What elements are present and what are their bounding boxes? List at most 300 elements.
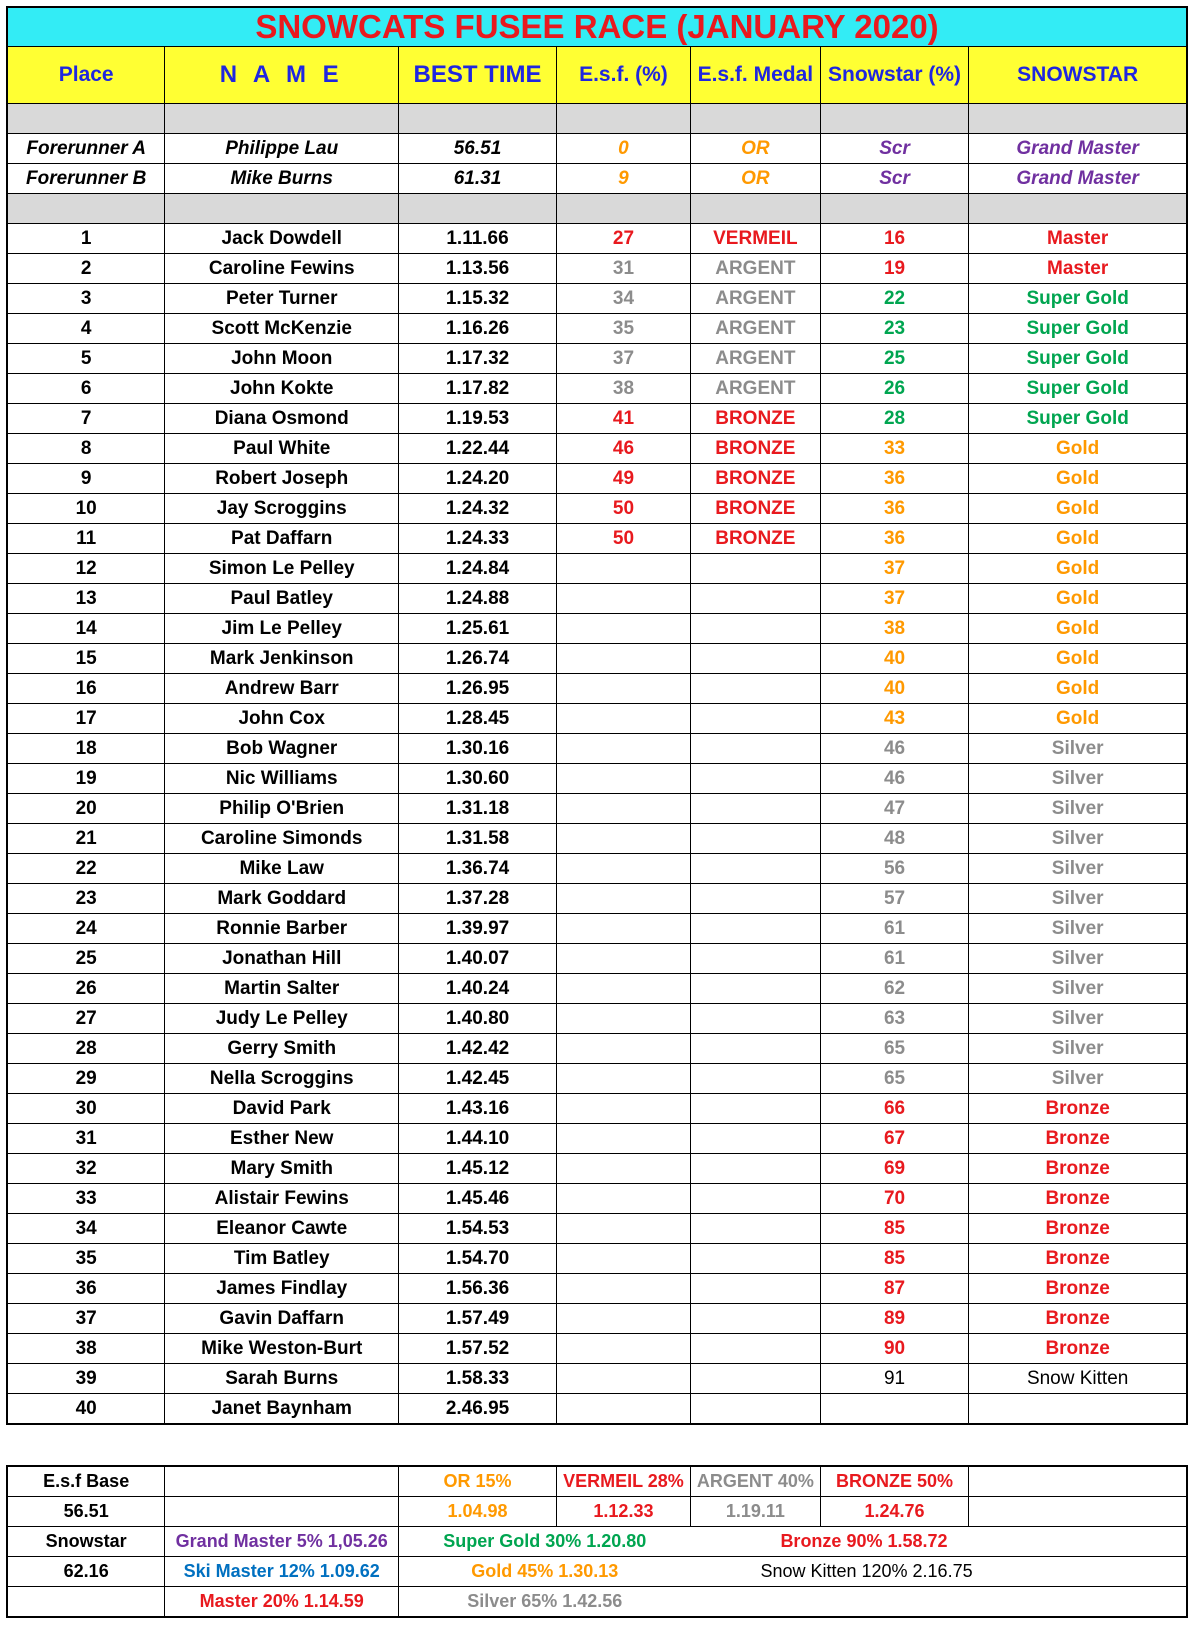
esf-level-vermeil: VERMEIL 28% xyxy=(556,1466,690,1497)
place-cell: 21 xyxy=(7,824,165,854)
esf-base-value: 56.51 xyxy=(7,1497,165,1527)
forerunner-star-pct: Scr xyxy=(820,134,969,164)
table-row xyxy=(7,1364,1187,1394)
snowstar-silver: Silver 65% 1.42.56 xyxy=(399,1587,691,1618)
esf-medal-cell xyxy=(690,974,820,1004)
page-title: SNOWCATS FUSEE RACE (JANUARY 2020) xyxy=(7,7,1187,47)
best-time-cell: 1.42.42 xyxy=(399,1034,557,1064)
table-row xyxy=(7,1124,1187,1154)
esf-pct-cell xyxy=(556,764,690,794)
table-row xyxy=(7,494,1187,524)
name-cell: Robert Joseph xyxy=(165,464,399,494)
table-row xyxy=(7,1004,1187,1034)
snowstar-cell: Silver xyxy=(969,854,1187,884)
snowstar-cell: Silver xyxy=(969,794,1187,824)
place-cell: 14 xyxy=(7,614,165,644)
place-cell: 18 xyxy=(7,734,165,764)
name-cell: Paul Batley xyxy=(165,584,399,614)
name-cell: Peter Turner xyxy=(165,284,399,314)
best-time-cell: 1.31.58 xyxy=(399,824,557,854)
esf-medal-cell xyxy=(690,764,820,794)
snowstar-pct-cell: 85 xyxy=(820,1244,969,1274)
snowstar-pct-cell: 67 xyxy=(820,1124,969,1154)
snowstar-ski-master: Ski Master 12% 1.09.62 xyxy=(165,1557,399,1587)
esf-medal-cell xyxy=(690,704,820,734)
table-row xyxy=(7,764,1187,794)
forerunner-time: 61.31 xyxy=(399,164,557,194)
table-row xyxy=(7,254,1187,284)
place-cell: 8 xyxy=(7,434,165,464)
place-cell: 5 xyxy=(7,344,165,374)
esf-pct-cell xyxy=(556,704,690,734)
forerunner-place: Forerunner B xyxy=(7,164,165,194)
place-cell: 33 xyxy=(7,1184,165,1214)
esf-medal-cell: BRONZE xyxy=(690,494,820,524)
snowstar-cell: Bronze xyxy=(969,1124,1187,1154)
best-time-cell: 1.40.24 xyxy=(399,974,557,1004)
esf-pct-cell xyxy=(556,554,690,584)
snowstar-pct-cell: 65 xyxy=(820,1064,969,1094)
table-row xyxy=(7,794,1187,824)
esf-pct-cell xyxy=(556,1304,690,1334)
snowstar-cell: Silver xyxy=(969,914,1187,944)
esf-pct-cell xyxy=(556,794,690,824)
esf-medal-cell xyxy=(690,854,820,884)
best-time-cell: 1.54.70 xyxy=(399,1244,557,1274)
esf-medal-cell: BRONZE xyxy=(690,464,820,494)
table-row xyxy=(7,614,1187,644)
name-cell: Martin Salter xyxy=(165,974,399,1004)
best-time-cell: 1.19.53 xyxy=(399,404,557,434)
table-row xyxy=(7,1094,1187,1124)
snowstar-cell: Gold xyxy=(969,524,1187,554)
esf-medal-cell xyxy=(690,614,820,644)
snowstar-cell: Silver xyxy=(969,1034,1187,1064)
esf-medal-cell: ARGENT xyxy=(690,254,820,284)
place-cell: 35 xyxy=(7,1244,165,1274)
esf-pct-cell xyxy=(556,674,690,704)
esf-pct-cell xyxy=(556,914,690,944)
name-cell: Mary Smith xyxy=(165,1154,399,1184)
place-cell: 25 xyxy=(7,944,165,974)
best-time-cell: 1.54.53 xyxy=(399,1214,557,1244)
snowstar-cell: Silver xyxy=(969,944,1187,974)
esf-level-or: OR 15% xyxy=(399,1466,557,1497)
esf-medal-cell xyxy=(690,1064,820,1094)
table-row xyxy=(7,344,1187,374)
snowstar-cell: Bronze xyxy=(969,1184,1187,1214)
col-header-esf-pct: E.s.f. (%) xyxy=(556,47,690,104)
forerunner-esf: 9 xyxy=(556,164,690,194)
best-time-cell: 1.30.60 xyxy=(399,764,557,794)
place-cell: 4 xyxy=(7,314,165,344)
snowstar-cell: Gold xyxy=(969,644,1187,674)
esf-medal-cell xyxy=(690,1394,820,1425)
best-time-cell: 1.43.16 xyxy=(399,1094,557,1124)
snowstar-cell: Super Gold xyxy=(969,284,1187,314)
snowstar-cell: Bronze xyxy=(969,1274,1187,1304)
place-cell: 32 xyxy=(7,1154,165,1184)
name-cell: Jonathan Hill xyxy=(165,944,399,974)
snowstar-pct-cell: 40 xyxy=(820,644,969,674)
best-time-cell: 1.56.36 xyxy=(399,1274,557,1304)
name-cell: Janet Baynham xyxy=(165,1394,399,1425)
place-cell: 2 xyxy=(7,254,165,284)
forerunner-name: Mike Burns xyxy=(165,164,399,194)
best-time-cell: 1.25.61 xyxy=(399,614,557,644)
col-header-place: Place xyxy=(7,47,165,104)
best-time-cell: 1.24.32 xyxy=(399,494,557,524)
table-row xyxy=(7,1334,1187,1364)
forerunner-star: Grand Master xyxy=(969,134,1187,164)
table-row xyxy=(7,524,1187,554)
snowstar-pct-cell: 61 xyxy=(820,914,969,944)
snowstar-cell: Bronze xyxy=(969,1094,1187,1124)
best-time-cell: 1.57.52 xyxy=(399,1334,557,1364)
snowstar-label: Snowstar xyxy=(7,1527,165,1557)
place-cell: 29 xyxy=(7,1064,165,1094)
esf-pct-cell: 27 xyxy=(556,224,690,254)
table-row xyxy=(7,1154,1187,1184)
snowstar-bronze: Bronze 90% 1.58.72 xyxy=(690,1527,1187,1557)
name-cell: Gerry Smith xyxy=(165,1034,399,1064)
esf-medal-cell xyxy=(690,1154,820,1184)
esf-pct-cell xyxy=(556,614,690,644)
place-cell: 20 xyxy=(7,794,165,824)
snowstar-pct-cell: 65 xyxy=(820,1034,969,1064)
esf-medal-cell xyxy=(690,554,820,584)
esf-medal-cell: ARGENT xyxy=(690,284,820,314)
esf-pct-cell: 31 xyxy=(556,254,690,284)
esf-pct-cell xyxy=(556,1214,690,1244)
forerunner-medal: OR xyxy=(690,134,820,164)
esf-pct-cell: 38 xyxy=(556,374,690,404)
esf-pct-cell xyxy=(556,1124,690,1154)
best-time-cell: 1.31.18 xyxy=(399,794,557,824)
table-row xyxy=(7,1184,1187,1214)
esf-level-argent: ARGENT 40% xyxy=(690,1466,820,1497)
snowstar-pct-cell: 36 xyxy=(820,494,969,524)
esf-medal-cell xyxy=(690,644,820,674)
esf-medal-cell xyxy=(690,734,820,764)
snowstar-cell: Gold xyxy=(969,434,1187,464)
esf-medal-cell: BRONZE xyxy=(690,524,820,554)
place-cell: 3 xyxy=(7,284,165,314)
esf-medal-cell xyxy=(690,884,820,914)
snowstar-cell: Bronze xyxy=(969,1214,1187,1244)
name-cell: John Kokte xyxy=(165,374,399,404)
snowstar-cell: Silver xyxy=(969,764,1187,794)
esf-medal-cell xyxy=(690,1184,820,1214)
esf-medal-cell xyxy=(690,1364,820,1394)
best-time-cell: 1.24.20 xyxy=(399,464,557,494)
snowstar-pct-cell: 36 xyxy=(820,464,969,494)
snowstar-pct-cell: 70 xyxy=(820,1184,969,1214)
esf-pct-cell: 50 xyxy=(556,524,690,554)
esf-pct-cell xyxy=(556,1364,690,1394)
esf-pct-cell xyxy=(556,1274,690,1304)
esf-pct-cell xyxy=(556,1334,690,1364)
best-time-cell: 1.40.07 xyxy=(399,944,557,974)
name-cell: James Findlay xyxy=(165,1274,399,1304)
name-cell: Mike Weston-Burt xyxy=(165,1334,399,1364)
esf-pct-cell: 50 xyxy=(556,494,690,524)
best-time-cell: 1.22.44 xyxy=(399,434,557,464)
name-cell: Simon Le Pelley xyxy=(165,554,399,584)
snowstar-pct-cell: 63 xyxy=(820,1004,969,1034)
esf-level-bronze: BRONZE 50% xyxy=(820,1466,969,1497)
snowstar-grand-master: Grand Master 5% 1,05.26 xyxy=(165,1527,399,1557)
name-cell: David Park xyxy=(165,1094,399,1124)
best-time-cell: 1.42.45 xyxy=(399,1064,557,1094)
snowstar-cell: Snow Kitten xyxy=(969,1364,1187,1394)
snowstar-pct-cell: 25 xyxy=(820,344,969,374)
esf-pct-cell: 49 xyxy=(556,464,690,494)
snowstar-pct-cell: 62 xyxy=(820,974,969,1004)
snowstar-pct-cell: 47 xyxy=(820,794,969,824)
snowstar-cell: Bronze xyxy=(969,1244,1187,1274)
esf-pct-cell xyxy=(556,1064,690,1094)
snowstar-cell: Bronze xyxy=(969,1154,1187,1184)
col-header-snowstar-pct: Snowstar (%) xyxy=(820,47,969,104)
forerunner-time: 56.51 xyxy=(399,134,557,164)
table-row xyxy=(7,554,1187,584)
place-cell: 17 xyxy=(7,704,165,734)
esf-medal-cell xyxy=(690,1334,820,1364)
place-cell: 19 xyxy=(7,764,165,794)
best-time-cell: 1.24.88 xyxy=(399,584,557,614)
snowstar-snow-kitten: Snow Kitten 120% 2.16.75 xyxy=(690,1557,1187,1587)
place-cell: 26 xyxy=(7,974,165,1004)
table-row xyxy=(7,1244,1187,1274)
esf-time-or: 1.04.98 xyxy=(399,1497,557,1527)
table-row xyxy=(7,314,1187,344)
name-cell: Jay Scroggins xyxy=(165,494,399,524)
best-time-cell: 1.36.74 xyxy=(399,854,557,884)
name-cell: Philip O'Brien xyxy=(165,794,399,824)
best-time-cell: 1.11.66 xyxy=(399,224,557,254)
best-time-cell: 1.17.32 xyxy=(399,344,557,374)
best-time-cell: 1.26.74 xyxy=(399,644,557,674)
snowstar-pct-cell: 91 xyxy=(820,1364,969,1394)
esf-medal-cell: ARGENT xyxy=(690,314,820,344)
forerunner-row xyxy=(7,134,1187,164)
snowstar-pct-cell: 37 xyxy=(820,584,969,614)
snowstar-cell xyxy=(969,1394,1187,1425)
esf-pct-cell xyxy=(556,884,690,914)
place-cell: 13 xyxy=(7,584,165,614)
col-header-name: N A M E xyxy=(165,47,399,104)
name-cell: Jim Le Pelley xyxy=(165,614,399,644)
esf-pct-cell: 37 xyxy=(556,344,690,374)
snowstar-pct-cell: 85 xyxy=(820,1214,969,1244)
snowstar-pct-cell: 69 xyxy=(820,1154,969,1184)
snowstar-pct-cell: 56 xyxy=(820,854,969,884)
esf-pct-cell xyxy=(556,1094,690,1124)
esf-medal-cell: ARGENT xyxy=(690,344,820,374)
snowstar-gold: Gold 45% 1.30.13 xyxy=(399,1557,691,1587)
place-cell: 7 xyxy=(7,404,165,434)
best-time-cell: 1.15.32 xyxy=(399,284,557,314)
best-time-cell: 1.58.33 xyxy=(399,1364,557,1394)
esf-medal-cell xyxy=(690,1274,820,1304)
esf-base-label: E.s.f Base xyxy=(7,1466,165,1497)
snowstar-pct-cell: 46 xyxy=(820,734,969,764)
snowstar-cell: Super Gold xyxy=(969,344,1187,374)
name-cell: Nic Williams xyxy=(165,764,399,794)
forerunner-name: Philippe Lau xyxy=(165,134,399,164)
table-row xyxy=(7,1214,1187,1244)
snowstar-cell: Master xyxy=(969,224,1187,254)
place-cell: 24 xyxy=(7,914,165,944)
snowstar-pct-cell: 33 xyxy=(820,434,969,464)
esf-pct-cell: 41 xyxy=(556,404,690,434)
esf-medal-cell xyxy=(690,1304,820,1334)
spacer-row xyxy=(7,194,1187,224)
table-row xyxy=(7,434,1187,464)
place-cell: 1 xyxy=(7,224,165,254)
table-row xyxy=(7,1394,1187,1425)
esf-pct-cell xyxy=(556,584,690,614)
table-row xyxy=(7,1304,1187,1334)
best-time-cell: 1.39.97 xyxy=(399,914,557,944)
forerunner-row xyxy=(7,164,1187,194)
name-cell: Ronnie Barber xyxy=(165,914,399,944)
snowstar-cell: Silver xyxy=(969,884,1187,914)
esf-pct-cell: 46 xyxy=(556,434,690,464)
snowstar-pct-cell: 23 xyxy=(820,314,969,344)
name-cell: Paul White xyxy=(165,434,399,464)
snowstar-pct-cell xyxy=(820,1394,969,1425)
snowstar-pct-cell: 22 xyxy=(820,284,969,314)
table-row xyxy=(7,854,1187,884)
esf-pct-cell xyxy=(556,1004,690,1034)
table-row xyxy=(7,224,1187,254)
place-cell: 9 xyxy=(7,464,165,494)
name-cell: Diana Osmond xyxy=(165,404,399,434)
esf-medal-cell: BRONZE xyxy=(690,434,820,464)
snowstar-cell: Super Gold xyxy=(969,374,1187,404)
esf-medal-cell xyxy=(690,674,820,704)
best-time-cell: 1.45.12 xyxy=(399,1154,557,1184)
snowstar-value: 62.16 xyxy=(7,1557,165,1587)
snowstar-cell: Master xyxy=(969,254,1187,284)
place-cell: 38 xyxy=(7,1334,165,1364)
snowstar-pct-cell: 37 xyxy=(820,554,969,584)
name-cell: Tim Batley xyxy=(165,1244,399,1274)
esf-medal-cell xyxy=(690,1034,820,1064)
col-header-snowstar: SNOWSTAR xyxy=(969,47,1187,104)
snowstar-cell: Gold xyxy=(969,464,1187,494)
table-row xyxy=(7,824,1187,854)
snowstar-pct-cell: 57 xyxy=(820,884,969,914)
table-row xyxy=(7,734,1187,764)
snowstar-pct-cell: 16 xyxy=(820,224,969,254)
esf-medal-cell xyxy=(690,1094,820,1124)
snowstar-cell: Gold xyxy=(969,704,1187,734)
best-time-cell: 1.44.10 xyxy=(399,1124,557,1154)
best-time-cell: 1.13.56 xyxy=(399,254,557,284)
esf-pct-cell xyxy=(556,1394,690,1425)
snowstar-pct-cell: 48 xyxy=(820,824,969,854)
forerunner-star-pct: Scr xyxy=(820,164,969,194)
esf-pct-cell xyxy=(556,644,690,674)
snowstar-cell: Silver xyxy=(969,734,1187,764)
place-cell: 12 xyxy=(7,554,165,584)
place-cell: 10 xyxy=(7,494,165,524)
name-cell: John Moon xyxy=(165,344,399,374)
name-cell: Mike Law xyxy=(165,854,399,884)
snowstar-cell: Super Gold xyxy=(969,314,1187,344)
forerunner-star: Grand Master xyxy=(969,164,1187,194)
snowstar-cell: Silver xyxy=(969,824,1187,854)
place-cell: 28 xyxy=(7,1034,165,1064)
col-header-best-time: BEST TIME xyxy=(399,47,557,104)
esf-medal-cell xyxy=(690,914,820,944)
esf-pct-cell xyxy=(556,824,690,854)
forerunner-esf: 0 xyxy=(556,134,690,164)
place-cell: 6 xyxy=(7,374,165,404)
name-cell: Bob Wagner xyxy=(165,734,399,764)
name-cell: Jack Dowdell xyxy=(165,224,399,254)
name-cell: Sarah Burns xyxy=(165,1364,399,1394)
header-row xyxy=(7,47,1187,104)
snowstar-cell: Gold xyxy=(969,584,1187,614)
name-cell: Judy Le Pelley xyxy=(165,1004,399,1034)
esf-medal-cell xyxy=(690,1004,820,1034)
name-cell: Scott McKenzie xyxy=(165,314,399,344)
snowstar-pct-cell: 26 xyxy=(820,374,969,404)
snowstar-pct-cell: 89 xyxy=(820,1304,969,1334)
forerunner-place: Forerunner A xyxy=(7,134,165,164)
esf-medal-cell xyxy=(690,584,820,614)
esf-pct-cell xyxy=(556,854,690,884)
snowstar-pct-cell: 36 xyxy=(820,524,969,554)
esf-time-vermeil: 1.12.33 xyxy=(556,1497,690,1527)
name-cell: Mark Goddard xyxy=(165,884,399,914)
name-cell: John Cox xyxy=(165,704,399,734)
snowstar-cell: Silver xyxy=(969,1004,1187,1034)
esf-medal-cell: VERMEIL xyxy=(690,224,820,254)
best-time-cell: 1.30.16 xyxy=(399,734,557,764)
table-row xyxy=(7,404,1187,434)
best-time-cell: 1.24.33 xyxy=(399,524,557,554)
best-time-cell: 1.45.46 xyxy=(399,1184,557,1214)
esf-medal-cell xyxy=(690,824,820,854)
snowstar-pct-cell: 90 xyxy=(820,1334,969,1364)
name-cell: Caroline Fewins xyxy=(165,254,399,284)
snowstar-pct-cell: 19 xyxy=(820,254,969,284)
legend-table xyxy=(6,1465,1188,1618)
best-time-cell: 1.26.95 xyxy=(399,674,557,704)
esf-pct-cell xyxy=(556,1184,690,1214)
table-row xyxy=(7,704,1187,734)
table-row xyxy=(7,284,1187,314)
name-cell: Nella Scroggins xyxy=(165,1064,399,1094)
snowstar-cell: Super Gold xyxy=(969,404,1187,434)
best-time-cell: 1.40.80 xyxy=(399,1004,557,1034)
snowstar-cell: Bronze xyxy=(969,1334,1187,1364)
place-cell: 30 xyxy=(7,1094,165,1124)
snowstar-pct-cell: 43 xyxy=(820,704,969,734)
place-cell: 22 xyxy=(7,854,165,884)
snowstar-pct-cell: 61 xyxy=(820,944,969,974)
table-row xyxy=(7,1274,1187,1304)
table-row xyxy=(7,644,1187,674)
esf-medal-cell xyxy=(690,944,820,974)
place-cell: 23 xyxy=(7,884,165,914)
esf-pct-cell: 35 xyxy=(556,314,690,344)
